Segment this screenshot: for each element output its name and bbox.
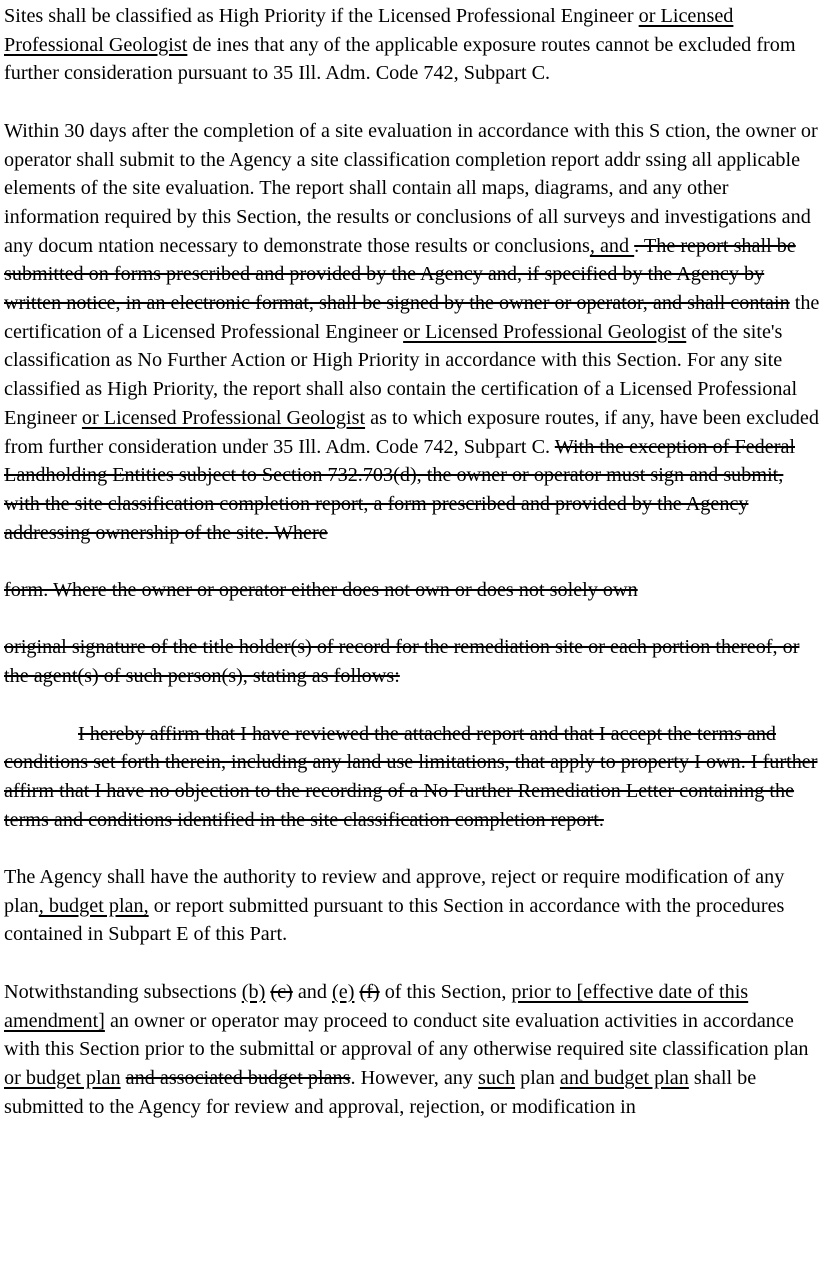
deleted-text: original signature of the title holder(s) of record for the remediation site or each portion thereof, or the agent(s) of such person(s), stating as follows: (4, 636, 800, 688)
text-run: plan (515, 1066, 560, 1089)
text-run: or report submitted pursuant to this Section in accordance with the procedures contained in Subpart E of this Part. (4, 894, 785, 946)
document-page (4, 2, 824, 1121)
inserted-text: and budget plan (559, 1066, 689, 1089)
deleted-text: form. Where the owner or operator either does not own or does not solely own (4, 579, 638, 602)
text-run: shall be submitted to the Agency for review and approval, rejection, or modification in (4, 1066, 757, 1118)
deleted-text: (f) (359, 980, 380, 1003)
inserted-text: prior to [effective date of this amendment] (4, 980, 749, 1032)
inserted-text: (e) (332, 980, 355, 1003)
inserted-text: such (478, 1066, 516, 1089)
paragraph-site-classification-completion-report (4, 117, 824, 548)
text-run: as to which exposure routes, if any, have been excluded from further consideration under 35 Ill. Adm. Code 742, Subpart C. (4, 406, 819, 458)
text-run: Sites shall be classified as High Priority if the Licensed Professional Engineer (4, 5, 639, 27)
paragraph-high-priority-classification (4, 2, 824, 88)
deleted-text: . The report shall be submitted on forms prescribed and provided by the Agency and, if specified by the Agency by written notice, in an electronic format, shall be signed by the owner or operator, and shall contain (4, 234, 796, 315)
deleted-text: and associated budget plans (125, 1066, 351, 1089)
inserted-text: or budget plan (4, 1066, 121, 1089)
text-run: The Agency shall have the authority to review and approve, reject or require modification of any plan (4, 866, 785, 917)
inserted-text: or Licensed Professional Geologist (403, 320, 687, 343)
text-run: and (292, 980, 333, 1003)
text-run: of the site's classification as No Further Action or High Priority in accordance with this Section. For any site classified as High Priority, the report shall also contain the certification of a Licensed Professional Engineer (4, 320, 798, 429)
paragraph-affirmation-statement (4, 720, 824, 835)
deleted-text: I hereby affirm that I have reviewed the attached report and that I accept the terms and conditions set forth therein, including any land use limitations, that apply to property I own. I further affirm that I have no objection to the recording of a No Further Remediation Letter containing the terms and conditions identified in the site classification completion report. (4, 722, 818, 831)
inserted-text: or Licensed Professional Geologist (81, 406, 366, 429)
text-run: . However, any (350, 1066, 479, 1089)
inserted-text: , and (589, 234, 635, 257)
paragraph-title-holder-signature (4, 633, 824, 690)
inserted-text: , budget plan, (38, 894, 149, 917)
paragraph-agency-review-authority (4, 863, 824, 949)
text-run: de ines that any of the applicable exposure routes cannot be excluded from further consideration pursuant to 35 Ill. Adm. Code 742, Subpart C. (4, 33, 796, 85)
inserted-text: or Licensed Professional Geologist (4, 5, 734, 56)
text-run: Within 30 days after the completion of a site evaluation in accordance with this S ction, the owner or operator shall submit to the Agency a site classification completion report addr ssing all applicable elements of the site evaluation. The report shall contain all maps, diagrams, and any other information required by this Section, the results or conclusions of all surveys and investigations and any docum ntation necessary to demonstrate those results or conclusions (4, 119, 818, 257)
text-run: the certification of a Licensed Professional Engineer (4, 292, 820, 343)
deleted-text: (c) (270, 980, 293, 1003)
deleted-text: With the exception of Federal Landholding Entities subject to Section 732.703(d), the owner or operator must sign and submit, with the site classification completion report, a form prescribed and provided by the Agency addressing ownership of the site. Where (4, 435, 796, 544)
text-run: an owner or operator may proceed to conduct site evaluation activities in accordance with this Section prior to the submittal or approval of any otherwise required site classification plan (4, 1009, 809, 1061)
inserted-text: (b) (241, 980, 266, 1003)
paragraph-notwithstanding-subsections (4, 978, 824, 1122)
text-run: of this Section, (379, 980, 512, 1003)
paragraph-ownership-form (4, 576, 824, 605)
text-run: Notwithstanding subsections (4, 980, 242, 1003)
